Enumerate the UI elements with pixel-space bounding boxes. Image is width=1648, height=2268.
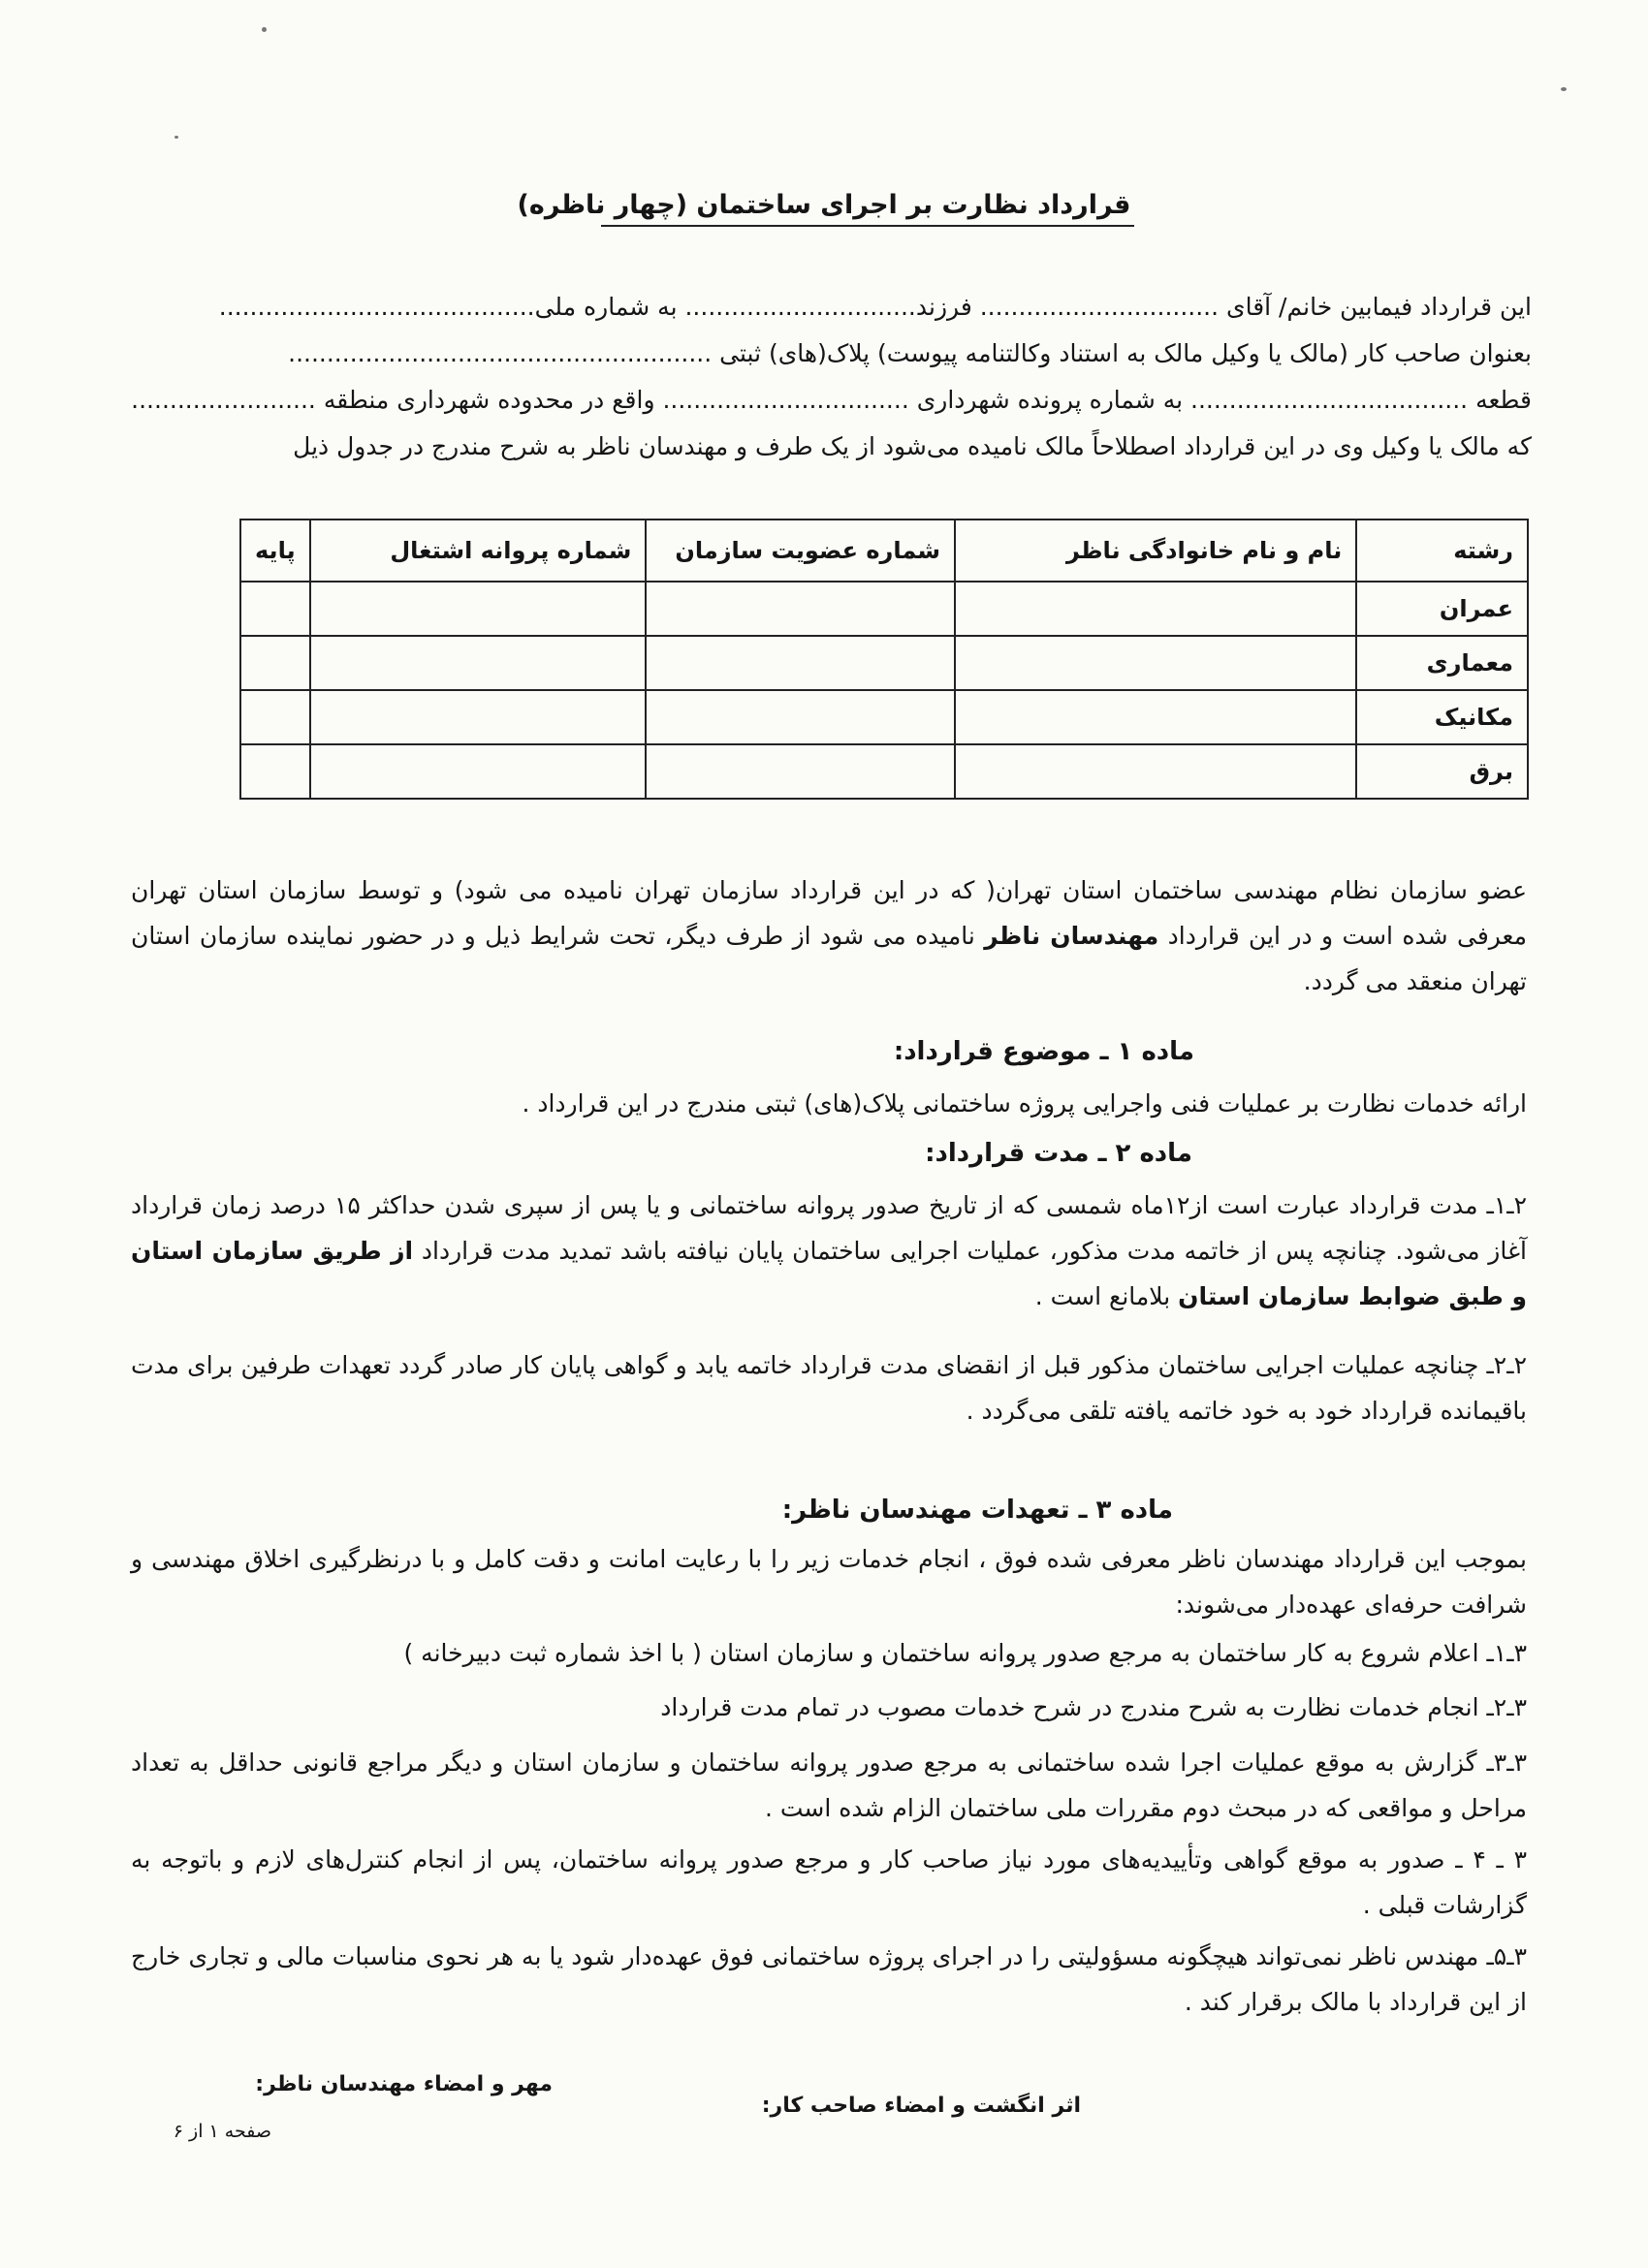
grade-cell bbox=[240, 636, 310, 690]
document-title: قرارداد نظارت بر اجرای ساختمان (چهار ناظره) bbox=[517, 190, 1131, 220]
article-3-item-5: ۳ـ۵ـ مهندس ناظر نمی‌تواند هیچگونه مسؤولیتی را در اجرای پروژه ساختمانی فوق عهده‌دار شود یا به هر نحوی مناسبات مالی و تجاری خارج از این قرارداد با مالک برقرار کند . bbox=[131, 1942, 1527, 2016]
article-2-clause-1 bbox=[131, 1182, 1527, 1319]
table-row bbox=[240, 744, 1528, 799]
grade-cell bbox=[240, 690, 310, 744]
intro-line-3: قطعه .................................... به شماره پرونده شهرداری ................................ واقع در محدوده شهرداری منطقه ........................ bbox=[131, 386, 1532, 414]
intro-line-4: که مالک یا وکیل وی در این قرارداد اصطلاحاً مالک نامیده می‌شود از یک طرف و مهندسان ناظر به شرح مندرج در جدول ذیل bbox=[293, 432, 1532, 460]
header-license: شماره پروانه اشتغال bbox=[310, 520, 647, 582]
license-cell bbox=[310, 744, 647, 799]
header-field: رشته bbox=[1356, 520, 1528, 582]
scan-speck bbox=[1561, 87, 1567, 91]
scan-speck bbox=[262, 27, 267, 32]
article-3-item-3: ۳ـ۳ـ گزارش به موقع عملیات اجرا شده ساختمانی به مرجع صدور پروانه ساختمان و سازمان استان و دیگر مراجع قانونی حداقل به تعداد مراحل و مواقعی که در مبحث دوم مقررات ملی ساختمان الزام شده است . bbox=[131, 1748, 1527, 1822]
grade-cell bbox=[240, 582, 310, 636]
row-field-label: برق bbox=[1356, 744, 1528, 799]
header-grade: پایه bbox=[240, 520, 310, 582]
license-cell bbox=[310, 690, 647, 744]
grade-cell bbox=[240, 744, 310, 799]
clause-2-1-text: ۲ـ۱ـ مدت قرارداد عبارت است از۱۲ماه شمسی که از تاریخ صدور پروانه ساختمانی و یا پس از سپری شدن حداکثر ۱۵ درصد زمان قرارداد آغاز می‌شود. چنانچه پس از خاتمه مدت مذکور، عملیات اجرایی ساختمان پایان نیافته باشد تمدید مدت قرارداد bbox=[131, 1191, 1528, 1265]
article-3-item-4: ۳ ـ ۴ ـ صدور به موقع گواهی وتأییدیه‌های مورد نیاز صاحب کار و مرجع صدور پروانه ساختمان، پس از انجام کنترل‌های لازم و باتوجه به گزارشات قبلی . bbox=[131, 1845, 1527, 1919]
name-cell bbox=[955, 744, 1356, 799]
header-name: نام و نام خانوادگی ناظر bbox=[955, 520, 1356, 582]
title-underline bbox=[601, 225, 1134, 227]
after-table-text: عضو سازمان نظام مهندسی ساختمان استان تهران( که در این قرارداد سازمان تهران نامیده می شود) و توسط سازمان استان تهران معرفی شده است و در این قرارداد مهندسان ناظر نامیده می شود از طرف دیگر، تحت شرایط ذیل و در حضور نماینده سازمان استان تهران منعقد می گردد. bbox=[131, 876, 1528, 995]
article-3-intro: بموجب این قرارداد مهندسان ناظر معرفی شده فوق ، انجام خدمات زیر را با رعایت امانت و دقت کامل و با درنظرگیری اخلاق مهندسی و شرافت حرفه‌ای عهده‌دار می‌شوند: bbox=[131, 1545, 1527, 1619]
intro-line-2: بعنوان صاحب کار (مالک یا وکیل مالک به استناد وکالتنامه پیوست) پلاک(های) ثبتی ....................................................... bbox=[288, 339, 1532, 367]
table-row bbox=[240, 582, 1528, 636]
membership-cell bbox=[646, 690, 955, 744]
name-cell bbox=[955, 690, 1356, 744]
engineers-table bbox=[239, 519, 1529, 800]
name-cell bbox=[955, 582, 1356, 636]
article-2-heading: ماده ۲ ـ مدت قرارداد: bbox=[925, 1139, 1192, 1168]
after-table-bold-phrase: مهندسان ناظر bbox=[984, 922, 1159, 950]
article-2-clause-2: ۲ـ۲ـ چنانچه عملیات اجرایی ساختمان مذکور قبل از انقضای مدت قرارداد خاتمه یابد و گواهی پایان کار صادر گردد تعهدات طرفین برای مدت باقیمانده قرارداد خود به خود خاتمه یافته تلقی می‌گردد . bbox=[131, 1351, 1527, 1425]
after-table-paragraph bbox=[131, 867, 1527, 1004]
table-row bbox=[240, 690, 1528, 744]
table-header-row bbox=[240, 520, 1528, 582]
row-field-label: عمران bbox=[1356, 582, 1528, 636]
owner-signature-label: اثر انگشت و امضاء صاحب کار: bbox=[761, 2094, 1081, 2118]
intro-line-1: این قرارداد فیمابین خانم/ آقای ............................... فرزند.............................. به شماره ملی......................................... bbox=[218, 293, 1532, 321]
clause-2-1-bold: از طریق سازمان استان و طبق ضوابط سازمان استان bbox=[131, 1237, 1527, 1310]
article-1-heading: ماده ۱ ـ موضوع قرارداد: bbox=[893, 1037, 1194, 1066]
article-3-heading: ماده ۳ ـ تعهدات مهندسان ناظر: bbox=[781, 1496, 1173, 1525]
table-row bbox=[240, 636, 1528, 690]
clause-2-1-end: بلامانع است . bbox=[1034, 1282, 1179, 1310]
scan-speck bbox=[174, 136, 178, 139]
membership-cell bbox=[646, 636, 955, 690]
name-cell bbox=[955, 636, 1356, 690]
membership-cell bbox=[646, 582, 955, 636]
row-field-label: مکانیک bbox=[1356, 690, 1528, 744]
engineer-signature-label: مهر و امضاء مهندسان ناظر: bbox=[255, 2072, 553, 2096]
article-3-item-2: ۳ـ۲ـ انجام خدمات نظارت به شرح مندرج در شرح خدمات مصوب در تمام مدت قرارداد bbox=[660, 1693, 1527, 1721]
row-field-label: معماری bbox=[1356, 636, 1528, 690]
license-cell bbox=[310, 636, 647, 690]
article-3-item-1: ۳ـ۱ـ اعلام شروع به کار ساختمان به مرجع صدور پروانه ساختمان و سازمان استان ( با اخذ شماره ثبت دبیرخانه ) bbox=[403, 1639, 1527, 1667]
membership-cell bbox=[646, 744, 955, 799]
article-1-text: ارائه خدمات نظارت بر عملیات فنی واجرایی پروژه ساختمانی پلاک(های) ثبتی مندرج در این قرارداد . bbox=[522, 1089, 1527, 1118]
license-cell bbox=[310, 582, 647, 636]
page-number: صفحه ۱ از ۶ bbox=[173, 2121, 271, 2142]
header-membership: شماره عضویت سازمان bbox=[646, 520, 955, 582]
